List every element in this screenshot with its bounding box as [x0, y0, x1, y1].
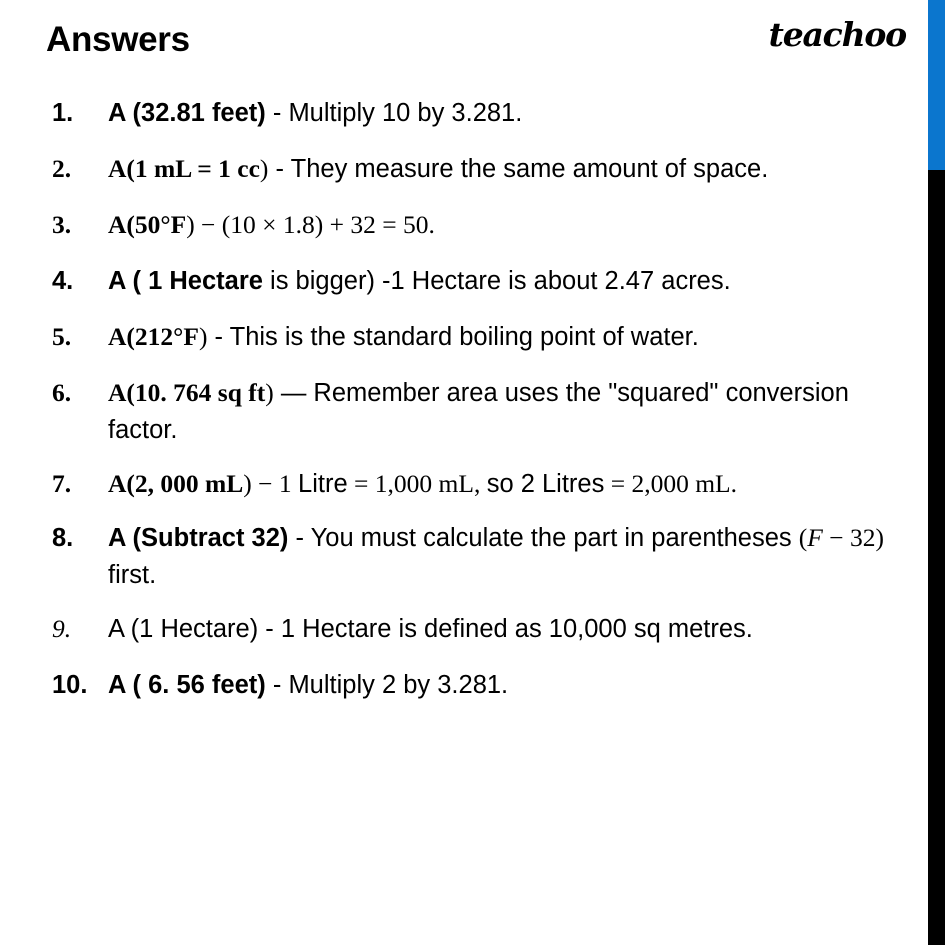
- answer-text-run: ) − (10 × 1.8) + 32 = 50.: [186, 209, 435, 239]
- answer-item: [0, 375, 928, 449]
- answer-text-run: - This is the standard boiling point of water.: [207, 322, 699, 351]
- answer-item-text: [108, 615, 753, 643]
- answer-item-text: [108, 211, 435, 239]
- answer-text-run: = 2,000 mL.: [604, 468, 738, 498]
- answer-text-run: A(1 mL = 1 cc: [108, 153, 260, 183]
- answer-item-number: 4.: [52, 266, 74, 295]
- answer-text-run: ): [265, 377, 274, 407]
- answer-text-run: - You must calculate the part in parentheses: [288, 523, 799, 552]
- answer-item-number: 5.: [52, 321, 72, 351]
- answer-item-number: 9.: [52, 613, 72, 643]
- answer-text-run: − 32): [822, 522, 884, 552]
- answer-item: [0, 667, 928, 704]
- answer-item: [0, 151, 928, 188]
- answer-item: [0, 611, 928, 648]
- answer-item-number: 6.: [52, 377, 72, 407]
- answer-text-run: A(50°F: [108, 209, 187, 239]
- black-accent-bar: [928, 170, 945, 945]
- answer-text-run: F: [807, 522, 823, 552]
- edge-decoration-bars: [928, 0, 945, 945]
- answer-text-run: A(10. 764 sq ft: [108, 377, 266, 407]
- answer-text-run: ): [198, 321, 208, 351]
- answer-item-number: 8.: [52, 523, 74, 552]
- answer-item-number: 3.: [52, 209, 72, 239]
- answer-item: [0, 263, 928, 300]
- answer-item-text: [108, 267, 731, 295]
- page-header: [0, 0, 928, 86]
- answer-text-run: ): [259, 153, 269, 183]
- answer-text-run: - Multiply 10 by 3.281.: [265, 99, 523, 127]
- answer-item-text: [108, 671, 508, 699]
- answer-text-run: ) − 1: [243, 468, 299, 498]
- answer-text-run: so 2 Litres: [486, 469, 605, 498]
- answer-item: [0, 319, 928, 356]
- answer-text-run: A(212°F: [108, 321, 199, 351]
- answer-item-number: 2.: [52, 153, 72, 183]
- answer-item-text: [108, 524, 884, 589]
- page-title: Answers: [46, 20, 190, 59]
- answer-text-run: Litre: [298, 469, 348, 498]
- answer-text-run: A (Subtract 32): [108, 523, 289, 552]
- answer-text-run: first.: [108, 560, 157, 589]
- answer-text-run: is bigger) -1 Hectare is about 2.47 acres.: [262, 266, 731, 295]
- answer-item-text: [108, 155, 768, 183]
- answers-list: [0, 95, 928, 723]
- answer-text-run: A (32.81 feet): [108, 99, 266, 127]
- answer-item-text: [108, 323, 699, 351]
- answer-text-run: A(2, 000 mL: [108, 468, 244, 498]
- answer-text-run: A (1 Hectare) - 1 Hectare is defined as 10,000 sq metres.: [108, 614, 753, 643]
- answer-text-run: - They measure the same amount of space.: [268, 154, 769, 183]
- answer-text-run: — Remember area uses the "squared" conversion factor.: [108, 378, 849, 444]
- answer-text-run: = 1,000 mL,: [347, 468, 487, 498]
- answer-item-text: [108, 99, 522, 127]
- answer-text-run: (: [798, 522, 808, 552]
- blue-accent-bar: [928, 0, 945, 170]
- answer-item: [0, 95, 928, 132]
- answer-item-text: [108, 470, 737, 498]
- answer-item-number: 7.: [52, 468, 72, 498]
- answer-item-text: [108, 379, 849, 444]
- teachoo-logo: teachoo: [768, 15, 906, 54]
- answer-text-run: A ( 6. 56 feet): [108, 670, 266, 699]
- answer-text-run: A ( 1 Hectare: [108, 266, 263, 295]
- answer-text-run: - Multiply 2 by 3.281.: [265, 670, 509, 699]
- answer-item: [0, 207, 928, 244]
- answer-item-number: 1.: [52, 99, 74, 127]
- answer-item-number: 10.: [52, 670, 88, 699]
- answer-item: [0, 520, 928, 594]
- answer-item: [0, 466, 928, 503]
